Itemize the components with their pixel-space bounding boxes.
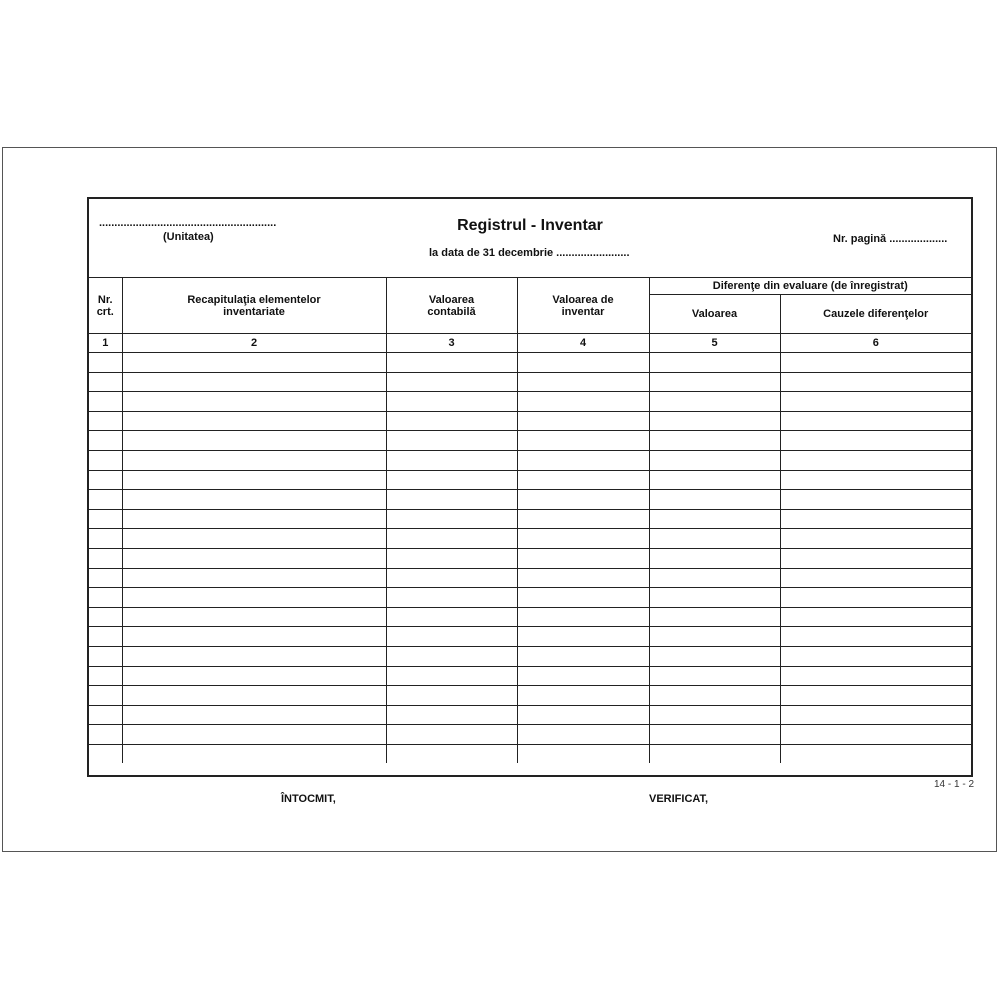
table-cell[interactable] bbox=[780, 529, 971, 549]
table-row bbox=[89, 686, 971, 706]
col-header-recap: Recapitulaţia elementelor inventariate bbox=[122, 278, 386, 334]
inventory-register-form bbox=[87, 197, 973, 777]
table-cell[interactable] bbox=[517, 588, 649, 608]
table-cell[interactable] bbox=[649, 744, 780, 763]
table-cell[interactable] bbox=[122, 568, 386, 588]
table-cell[interactable] bbox=[517, 353, 649, 373]
table-cell[interactable] bbox=[649, 548, 780, 568]
table-cell[interactable] bbox=[517, 411, 649, 431]
table-cell[interactable] bbox=[780, 646, 971, 666]
form-code: 14 - 1 - 2 bbox=[934, 779, 975, 790]
table-cell[interactable] bbox=[517, 627, 649, 647]
table-cell[interactable] bbox=[649, 627, 780, 647]
table-row bbox=[89, 548, 971, 568]
table-row bbox=[89, 372, 971, 392]
table-cell[interactable] bbox=[649, 725, 780, 745]
page-number-field[interactable]: Nr. pagină ................... bbox=[833, 233, 948, 245]
table-row bbox=[89, 627, 971, 647]
table-cell[interactable] bbox=[89, 470, 122, 490]
table-cell[interactable] bbox=[386, 607, 517, 627]
table-cell[interactable] bbox=[89, 490, 122, 510]
table-row bbox=[89, 705, 971, 725]
table-cell[interactable] bbox=[780, 744, 971, 763]
table-row bbox=[89, 411, 971, 431]
table-cell[interactable] bbox=[780, 666, 971, 686]
table-cell[interactable] bbox=[780, 353, 971, 373]
table-cell[interactable] bbox=[517, 548, 649, 568]
table-cell[interactable] bbox=[780, 725, 971, 745]
table-cell[interactable] bbox=[780, 490, 971, 510]
table-cell[interactable] bbox=[386, 353, 517, 373]
table-cell[interactable] bbox=[122, 548, 386, 568]
table-cell[interactable] bbox=[517, 372, 649, 392]
table-cell[interactable] bbox=[122, 588, 386, 608]
table-cell[interactable] bbox=[386, 588, 517, 608]
table-cell[interactable] bbox=[89, 666, 122, 686]
table-cell[interactable] bbox=[122, 627, 386, 647]
col-number: 5 bbox=[649, 334, 780, 353]
table-cell[interactable] bbox=[649, 666, 780, 686]
table-cell[interactable] bbox=[517, 392, 649, 412]
page-title: Registrul - Inventar bbox=[457, 217, 603, 234]
table-cell[interactable] bbox=[517, 568, 649, 588]
table-cell[interactable] bbox=[517, 450, 649, 470]
table-row bbox=[89, 490, 971, 510]
table-cell[interactable] bbox=[649, 431, 780, 451]
table-cell[interactable] bbox=[122, 450, 386, 470]
table-cell[interactable] bbox=[89, 509, 122, 529]
table-cell[interactable] bbox=[517, 744, 649, 763]
table-cell[interactable] bbox=[122, 431, 386, 451]
table-cell[interactable] bbox=[386, 529, 517, 549]
table-cell[interactable] bbox=[386, 392, 517, 412]
table-cell[interactable] bbox=[649, 372, 780, 392]
col-number: 1 bbox=[89, 334, 122, 353]
table-cell[interactable] bbox=[89, 646, 122, 666]
table-cell[interactable] bbox=[122, 705, 386, 725]
col-header-contabila: Valoarea contabilă bbox=[386, 278, 517, 334]
table-cell[interactable] bbox=[649, 705, 780, 725]
table-row bbox=[89, 529, 971, 549]
table-cell[interactable] bbox=[517, 529, 649, 549]
table-cell[interactable] bbox=[122, 725, 386, 745]
table-row bbox=[89, 666, 971, 686]
table-cell[interactable] bbox=[386, 627, 517, 647]
table-cell[interactable] bbox=[89, 529, 122, 549]
table-cell[interactable] bbox=[780, 509, 971, 529]
table-row bbox=[89, 646, 971, 666]
table-cell[interactable] bbox=[386, 646, 517, 666]
table-cell[interactable] bbox=[517, 490, 649, 510]
table-cell[interactable] bbox=[517, 431, 649, 451]
table-cell[interactable] bbox=[89, 607, 122, 627]
table-cell[interactable] bbox=[780, 548, 971, 568]
table-cell[interactable] bbox=[649, 490, 780, 510]
table-cell[interactable] bbox=[386, 509, 517, 529]
table-cell[interactable] bbox=[780, 431, 971, 451]
table-cell[interactable] bbox=[89, 705, 122, 725]
table-cell[interactable] bbox=[780, 607, 971, 627]
table-row bbox=[89, 588, 971, 608]
table-cell[interactable] bbox=[780, 392, 971, 412]
table-cell[interactable] bbox=[780, 705, 971, 725]
table-cell[interactable] bbox=[122, 470, 386, 490]
table-cell[interactable] bbox=[89, 725, 122, 745]
col-number: 4 bbox=[517, 334, 649, 353]
table-cell[interactable] bbox=[386, 372, 517, 392]
table-cell[interactable] bbox=[122, 392, 386, 412]
table-cell[interactable] bbox=[89, 450, 122, 470]
table-row bbox=[89, 607, 971, 627]
col-number: 2 bbox=[122, 334, 386, 353]
table-cell[interactable] bbox=[386, 490, 517, 510]
table-cell[interactable] bbox=[649, 686, 780, 706]
table-cell[interactable] bbox=[517, 686, 649, 706]
table-cell[interactable] bbox=[780, 686, 971, 706]
table-cell[interactable] bbox=[386, 705, 517, 725]
table-cell[interactable] bbox=[89, 568, 122, 588]
form-header bbox=[89, 199, 971, 277]
table-cell[interactable] bbox=[122, 529, 386, 549]
table-cell[interactable] bbox=[780, 588, 971, 608]
table-cell[interactable] bbox=[780, 372, 971, 392]
table-cell[interactable] bbox=[122, 744, 386, 763]
table-cell[interactable] bbox=[89, 744, 122, 763]
col-number: 6 bbox=[780, 334, 971, 353]
table-row bbox=[89, 509, 971, 529]
table-row bbox=[89, 725, 971, 745]
table-cell[interactable] bbox=[386, 686, 517, 706]
table-row bbox=[89, 431, 971, 451]
table-cell[interactable] bbox=[89, 411, 122, 431]
table-cell[interactable] bbox=[386, 725, 517, 745]
table-cell[interactable] bbox=[780, 411, 971, 431]
table-cell[interactable] bbox=[649, 646, 780, 666]
date-field[interactable]: la data de 31 decembrie ........................ bbox=[429, 247, 630, 259]
table-row bbox=[89, 353, 971, 373]
table-cell[interactable] bbox=[517, 705, 649, 725]
prepared-by-label: ÎNTOCMIT, bbox=[281, 793, 336, 805]
table-cell[interactable] bbox=[517, 470, 649, 490]
table-cell[interactable] bbox=[122, 607, 386, 627]
table-cell[interactable] bbox=[89, 353, 122, 373]
table-cell[interactable] bbox=[386, 431, 517, 451]
table-cell[interactable] bbox=[89, 588, 122, 608]
table-cell[interactable] bbox=[122, 490, 386, 510]
verified-by-label: VERIFICAT, bbox=[649, 793, 709, 805]
col-header-cauzele: Cauzele diferenţelor bbox=[780, 295, 971, 334]
unit-label: (Unitatea) bbox=[163, 231, 214, 243]
table-cell[interactable] bbox=[780, 568, 971, 588]
table-row bbox=[89, 392, 971, 412]
table-cell[interactable] bbox=[122, 411, 386, 431]
table-cell[interactable] bbox=[517, 725, 649, 745]
table-cell[interactable] bbox=[89, 686, 122, 706]
table-cell[interactable] bbox=[780, 470, 971, 490]
table-cell[interactable] bbox=[780, 627, 971, 647]
column-number-row bbox=[89, 334, 971, 353]
table-cell[interactable] bbox=[649, 509, 780, 529]
table-cell[interactable] bbox=[649, 353, 780, 373]
table-row bbox=[89, 470, 971, 490]
table-cell[interactable] bbox=[386, 411, 517, 431]
table-cell[interactable] bbox=[517, 509, 649, 529]
table-cell[interactable] bbox=[89, 548, 122, 568]
table-cell[interactable] bbox=[517, 666, 649, 686]
table-cell[interactable] bbox=[386, 568, 517, 588]
table-row bbox=[89, 568, 971, 588]
table-cell[interactable] bbox=[386, 744, 517, 763]
table-cell[interactable] bbox=[386, 450, 517, 470]
col-header-nr: Nr. crt. bbox=[89, 278, 122, 334]
table-cell[interactable] bbox=[780, 450, 971, 470]
table-cell[interactable] bbox=[386, 470, 517, 490]
col-number: 3 bbox=[386, 334, 517, 353]
table-cell[interactable] bbox=[122, 353, 386, 373]
col-header-inventar: Valoarea de inventar bbox=[517, 278, 649, 334]
col-group-header: Diferenţe din evaluare (de înregistrat) bbox=[649, 278, 971, 295]
table-row bbox=[89, 450, 971, 470]
table-row bbox=[89, 744, 971, 763]
table-cell[interactable] bbox=[649, 470, 780, 490]
table-cell[interactable] bbox=[517, 646, 649, 666]
table-cell[interactable] bbox=[649, 607, 780, 627]
table-cell[interactable] bbox=[649, 588, 780, 608]
table-cell[interactable] bbox=[89, 627, 122, 647]
table-cell[interactable] bbox=[386, 666, 517, 686]
table-cell[interactable] bbox=[89, 392, 122, 412]
table-cell[interactable] bbox=[649, 392, 780, 412]
table-cell[interactable] bbox=[89, 431, 122, 451]
table-cell[interactable] bbox=[649, 529, 780, 549]
table-cell[interactable] bbox=[517, 607, 649, 627]
table-cell[interactable] bbox=[649, 411, 780, 431]
table-cell[interactable] bbox=[386, 548, 517, 568]
table-cell[interactable] bbox=[122, 509, 386, 529]
table-cell[interactable] bbox=[122, 686, 386, 706]
table-cell[interactable] bbox=[649, 568, 780, 588]
table-cell[interactable] bbox=[649, 450, 780, 470]
register-table bbox=[89, 277, 971, 763]
col-header-valoarea: Valoarea bbox=[649, 295, 780, 334]
unit-fill-line[interactable]: .......................................................... bbox=[99, 217, 277, 229]
table-cell[interactable] bbox=[122, 666, 386, 686]
table-cell[interactable] bbox=[122, 646, 386, 666]
table-cell[interactable] bbox=[89, 372, 122, 392]
table-cell[interactable] bbox=[122, 372, 386, 392]
